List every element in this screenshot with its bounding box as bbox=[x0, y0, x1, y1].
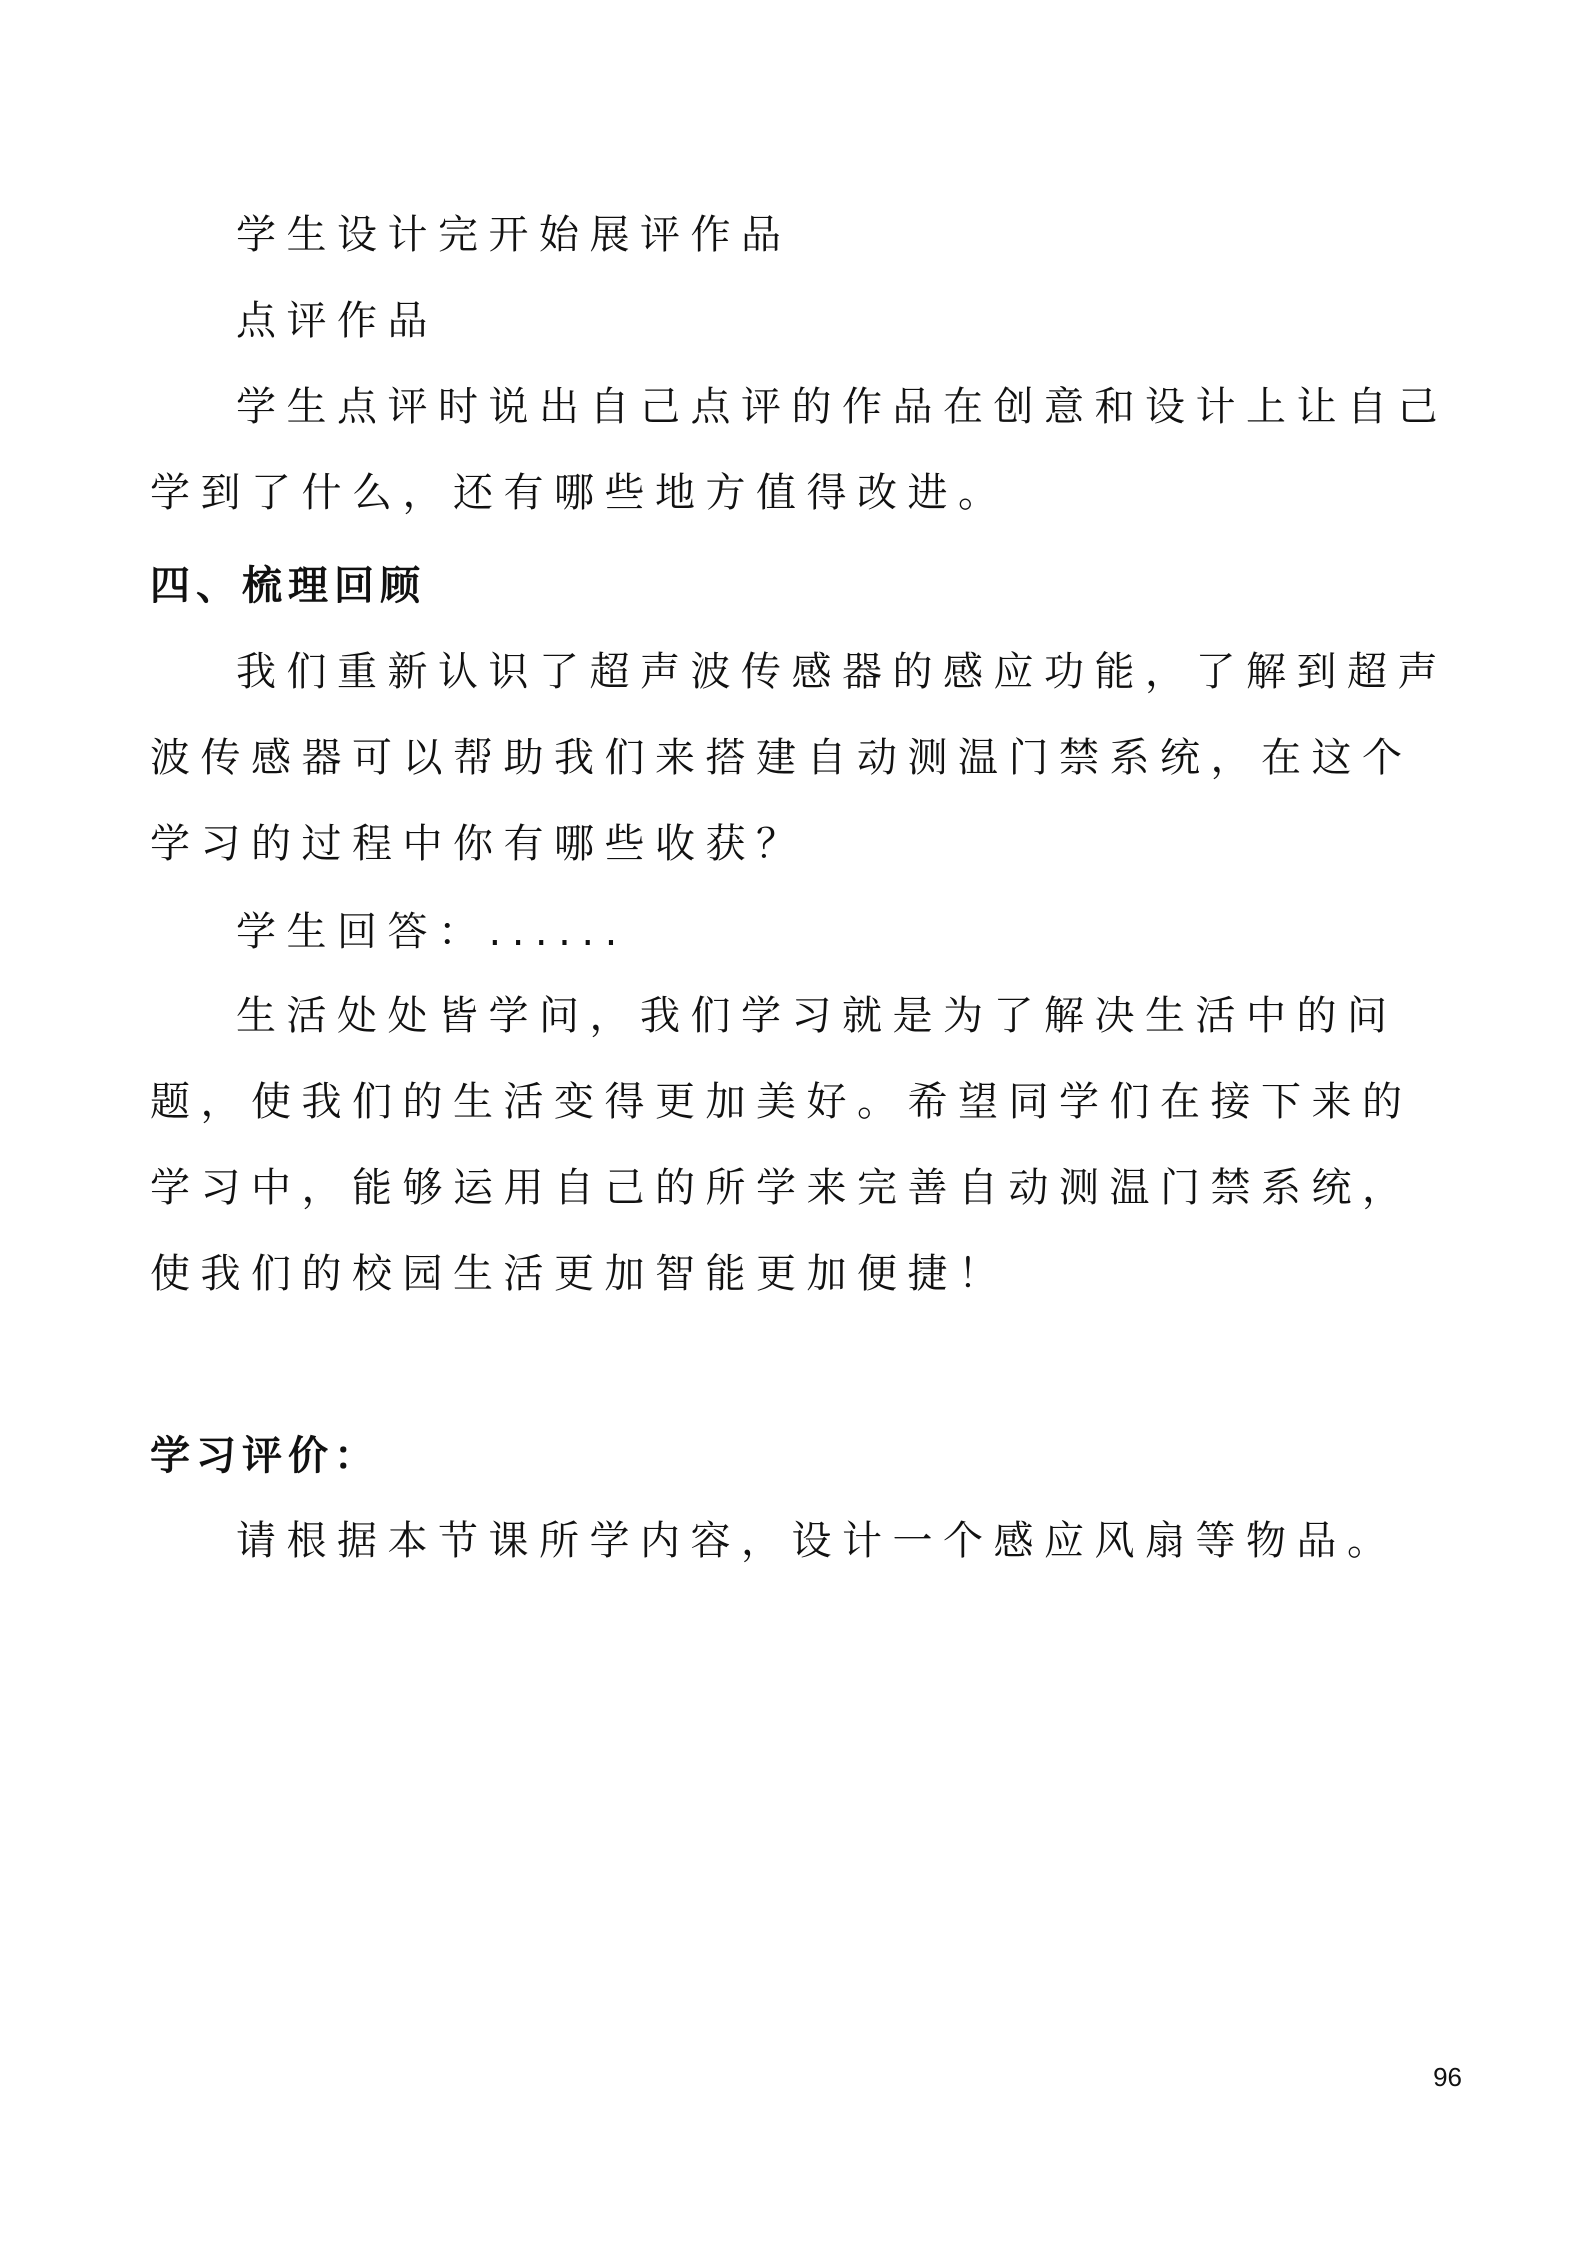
paragraph-student-answer: 学生回答：...... bbox=[236, 909, 628, 955]
paragraph-sensor-recap: 我们重新认识了超声波传感器的感应功能，了解到超声波传感器可以帮助我们来搭建自动测温门禁系统，在这个学习的过程中你有哪些收获？ bbox=[150, 649, 1448, 867]
paragraph-life-learning: 生活处处皆学问，我们学习就是为了解决生活中的问题，使我们的生活变得更加美好。希望同学们在接下来的学习中，能够运用自己的所学来完善自动测温门禁系统，使我们的校园生活更加智能更加便捷！ bbox=[150, 993, 1413, 1297]
section-heading-evaluation: 学习评价： bbox=[150, 1433, 380, 1479]
section-heading-review: 四、梳理回顾 bbox=[150, 563, 426, 609]
paragraph-review-instructions: 学生点评时说出自己点评的作品在创意和设计上让自己学到了什么，还有哪些地方值得改进。 bbox=[150, 384, 1448, 516]
paragraph-evaluation-task: 请根据本节课所学内容，设计一个感应风扇等物品。 bbox=[236, 1518, 1398, 1564]
paragraph-start-showcase: 学生设计完开始展评作品 bbox=[236, 212, 792, 258]
paragraph-review-works: 点评作品 bbox=[236, 298, 438, 344]
page-number: 96 bbox=[1433, 2062, 1462, 2092]
